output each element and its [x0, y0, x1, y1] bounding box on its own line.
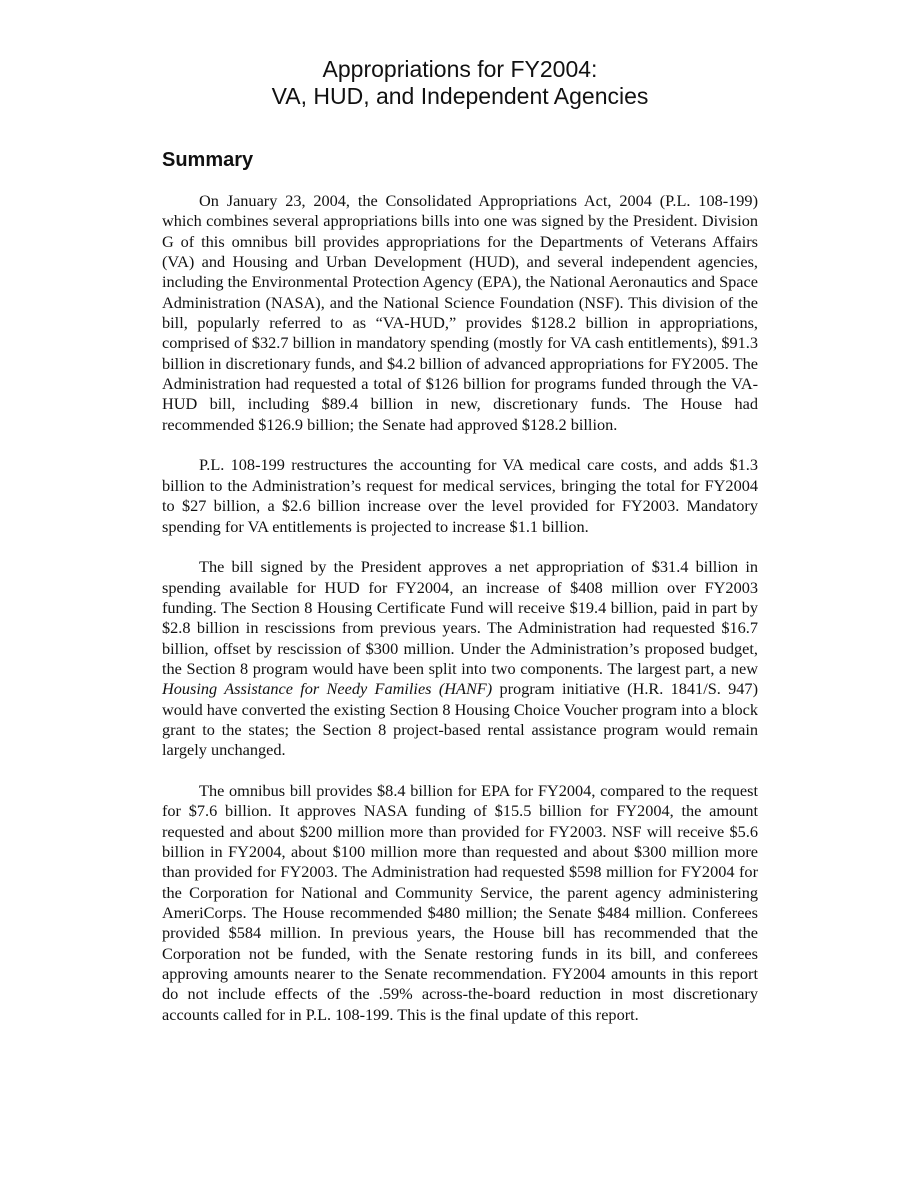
- document-title: [0, 56, 920, 110]
- summary-heading: Summary: [162, 149, 254, 171]
- paragraph-3-italic-program-name: Housing Assistance for Needy Families (HANF): [162, 679, 493, 699]
- paragraph-3-text-b: program initiative (H.R. 1841/S. 947) would have converted the existing Section 8 Housing Choice Voucher program into a block grant to the states; the Section 8 project-based rental assistance program would remain largely unchanged.: [162, 679, 758, 760]
- paragraph-3: [162, 557, 758, 760]
- paragraph-4: The omnibus bill provides $8.4 billion for EPA for FY2004, compared to the request for $7.6 billion. It approves NASA funding of $15.5 billion for FY2004, the amount requested and about $200 million more than provided for FY2003. NSF will receive $5.6 billion in FY2004, about $100 million more than requested and about $300 million more than provided for FY2003. The Administration had requested $598 million for FY2004 for the Corporation for National and Community Service, the parent agency administering AmeriCorps. The House recommended $480 million; the Senate $484 million. Conferees provided $584 million. In previous years, the House bill has recommended that the Corporation not be funded, with the Senate restoring funds in its bill, and conferees approving amounts nearer to the Senate recommendation. FY2004 amounts in this report do not include effects of the .59% across-the-board reduction in most discretionary accounts called for in P.L. 108-199. This is the final update of this report.: [162, 780, 758, 1024]
- summary-body: [162, 191, 758, 1025]
- title-line-1: Appropriations for FY2004:: [322, 56, 598, 82]
- title-line-2: VA, HUD, and Independent Agencies: [271, 83, 649, 109]
- paragraph-1: On January 23, 2004, the Consolidated Appropriations Act, 2004 (P.L. 108-199) which combines several appropriations bills into one was signed by the President. Division G of this omnibus bill provides appropriations for the Departments of Veterans Affairs (VA) and Housing and Urban Development (HUD), and several independent agencies, including the Environmental Protection Agency (EPA), the National Aeronautics and Space Administration (NASA), and the National Science Foundation (NSF). This division of the bill, popularly referred to as “VA-HUD,” provides $128.2 billion in appropriations, comprised of $32.7 billion in mandatory spending (mostly for VA cash entitlements), $91.3 billion in discretionary funds, and $4.2 billion of advanced appropriations for FY2005. The Administration had requested a total of $126 billion for programs funded through the VA-HUD bill, including $89.4 billion in new, discretionary funds. The House had recommended $126.9 billion; the Senate had approved $128.2 billion.: [162, 191, 758, 434]
- paragraph-3-text-a: The bill signed by the President approves a net appropriation of $31.4 billion in spending available for HUD for FY2004, an increase of $408 million over FY2003 funding. The Section 8 Housing Certificate Fund will receive $19.4 billion, paid in part by $2.8 billion in rescissions from previous years. The Administration had requested $16.7 billion, offset by rescission of $300 million. Under the Administration’s proposed budget, the Section 8 program would have been split into two components. The largest part, a new: [162, 557, 758, 678]
- paragraph-2: P.L. 108-199 restructures the accounting for VA medical care costs, and adds $1.3 billion to the Administration’s request for medical services, bringing the total for FY2004 to $27 billion, a $2.6 billion increase over the level provided for FY2003. Mandatory spending for VA entitlements is projected to increase $1.1 billion.: [162, 455, 758, 536]
